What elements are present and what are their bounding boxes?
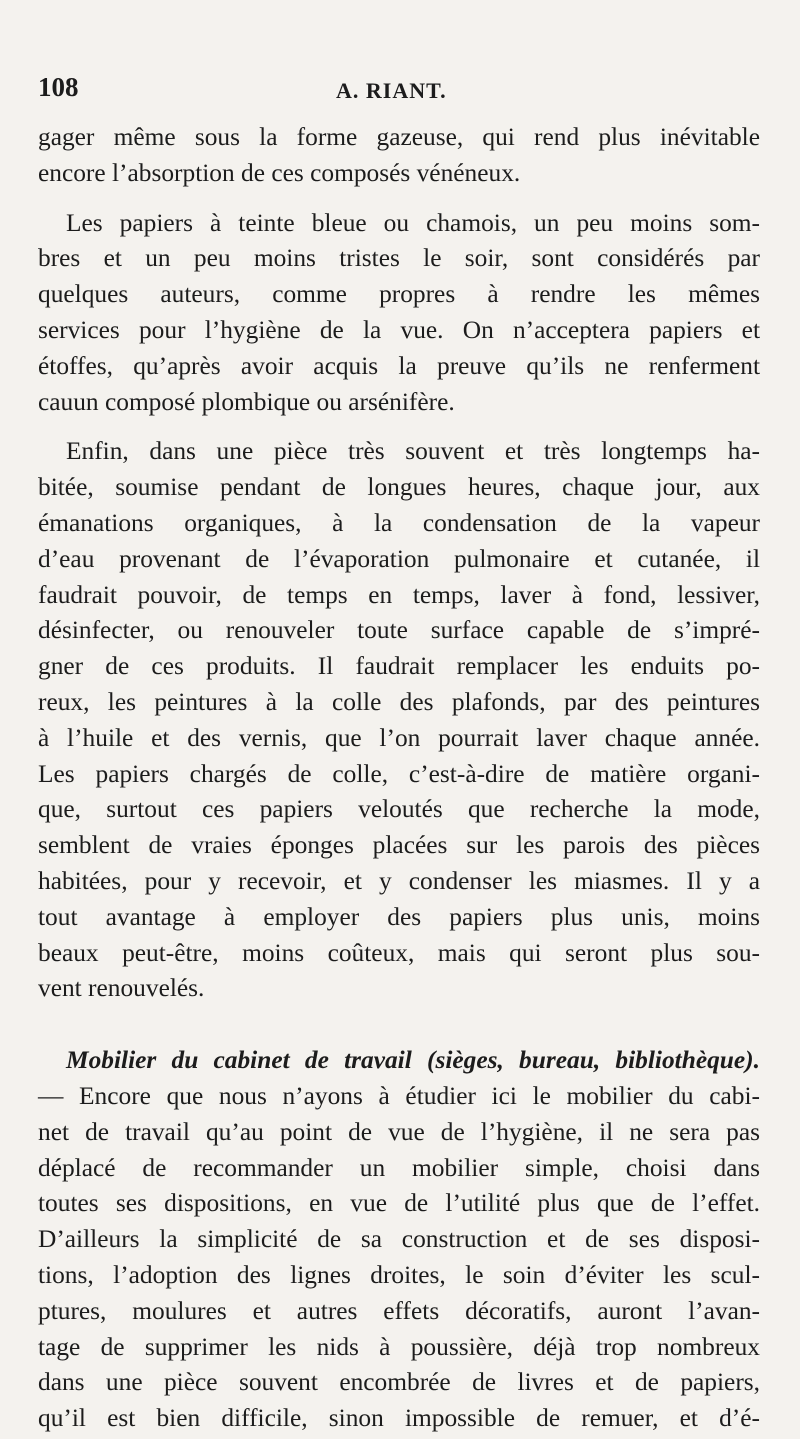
text-line: bres et un peu moins tristes le soir, sont considérés par — [38, 244, 760, 273]
text-line: habitées, pour y recevoir, et y condenser les miasmes. Il y a — [38, 866, 760, 895]
text-line: Les papiers à teinte bleue ou chamois, un peu moins som- — [66, 208, 760, 237]
text-line: gner de ces produits. Il faudrait remplacer les enduits po- — [38, 652, 760, 681]
text-line: bitée, soumise pendant de longues heures, chaque jour, aux — [38, 473, 760, 502]
text-line: D’ailleurs la simplicité de sa construction et de ses disposi- — [38, 1225, 760, 1254]
paragraph-1 — [38, 120, 760, 192]
text-line: Les papiers chargés de colle, c’est-à-dire de matière organi- — [38, 759, 760, 788]
text-line: ptures, moulures et autres effets décoratifs, auront l’avan- — [38, 1296, 760, 1325]
text-line: tage de supprimer les nids à poussière, déjà trop nombreux — [38, 1332, 760, 1361]
text-line: services pour l’hygiène de la vue. On n’acceptera papiers et — [38, 315, 760, 344]
paragraph-3 — [38, 434, 760, 1007]
text-line: d’eau provenant de l’évaporation pulmonaire et cutanée, il — [38, 544, 760, 573]
section-furniture — [38, 1043, 760, 1437]
running-title: A. RIANT. — [336, 78, 447, 103]
body-text — [38, 120, 760, 1437]
text-line: semblent de vraies éponges placées sur les parois des pièces — [38, 831, 760, 860]
text-line: vent renouvelés. — [38, 974, 205, 1003]
text-line: que, surtout ces papiers veloutés que recherche la mode, — [38, 795, 760, 824]
text-line: Enfin, dans une pièce très souvent et très longtemps ha- — [66, 437, 760, 466]
text-line: beaux peut-être, moins coûteux, mais qui seront plus sou- — [38, 938, 760, 967]
text-line: déplacé de recommander un mobilier simple, choisi dans — [38, 1153, 760, 1182]
text-line: net de travail qu’au point de vue de l’hygiène, il ne sera pas — [38, 1117, 760, 1146]
text-line: cauun composé plombique ou arsénifère. — [38, 387, 455, 416]
text-line: tions, l’adoption des lignes droites, le soin d’éviter les scul- — [38, 1260, 760, 1289]
text-line: émanations organiques, à la condensation de la vapeur — [38, 508, 760, 537]
text-line: reux, les peintures à la colle des plafonds, par des peintures — [38, 687, 760, 716]
paragraph-2 — [38, 206, 760, 421]
text-line: faudrait pouvoir, de temps en temps, laver à fond, lessiver, — [38, 580, 760, 609]
text-line: désinfecter, ou renouveler toute surface capable de s’impré- — [38, 616, 760, 645]
page-number: 108 — [38, 72, 79, 102]
text-line: étoffes, qu’après avoir acquis la preuve qu’ils ne renferment — [38, 351, 760, 380]
text-line: tout avantage à employer des papiers plus unis, moins — [38, 902, 760, 931]
text-line: toutes ses dispositions, en vue de l’utilité plus que de l’effet. — [38, 1189, 760, 1218]
text-line: encore l’absorption de ces composés vénéneux. — [38, 158, 521, 187]
text-line: — Encore que nous n’ayons à étudier ici le mobilier du cabi- — [38, 1081, 760, 1110]
page-header — [38, 72, 760, 112]
text-line: gager même sous la forme gazeuse, qui rend plus inévitable — [38, 123, 760, 151]
text-line: dans une pièce souvent encombrée de livres et de papiers, — [38, 1368, 760, 1397]
section-title: Mobilier du cabinet de travail (sièges, bureau, bibliothèque). — [66, 1046, 760, 1075]
text-line: à l’huile et des vernis, que l’on pourrait laver chaque année. — [38, 723, 760, 752]
text-line: qu’il est bien difficile, sinon impossible de remuer, et d’é- — [38, 1404, 760, 1433]
text-line: quelques auteurs, comme propres à rendre les mêmes — [38, 280, 760, 309]
